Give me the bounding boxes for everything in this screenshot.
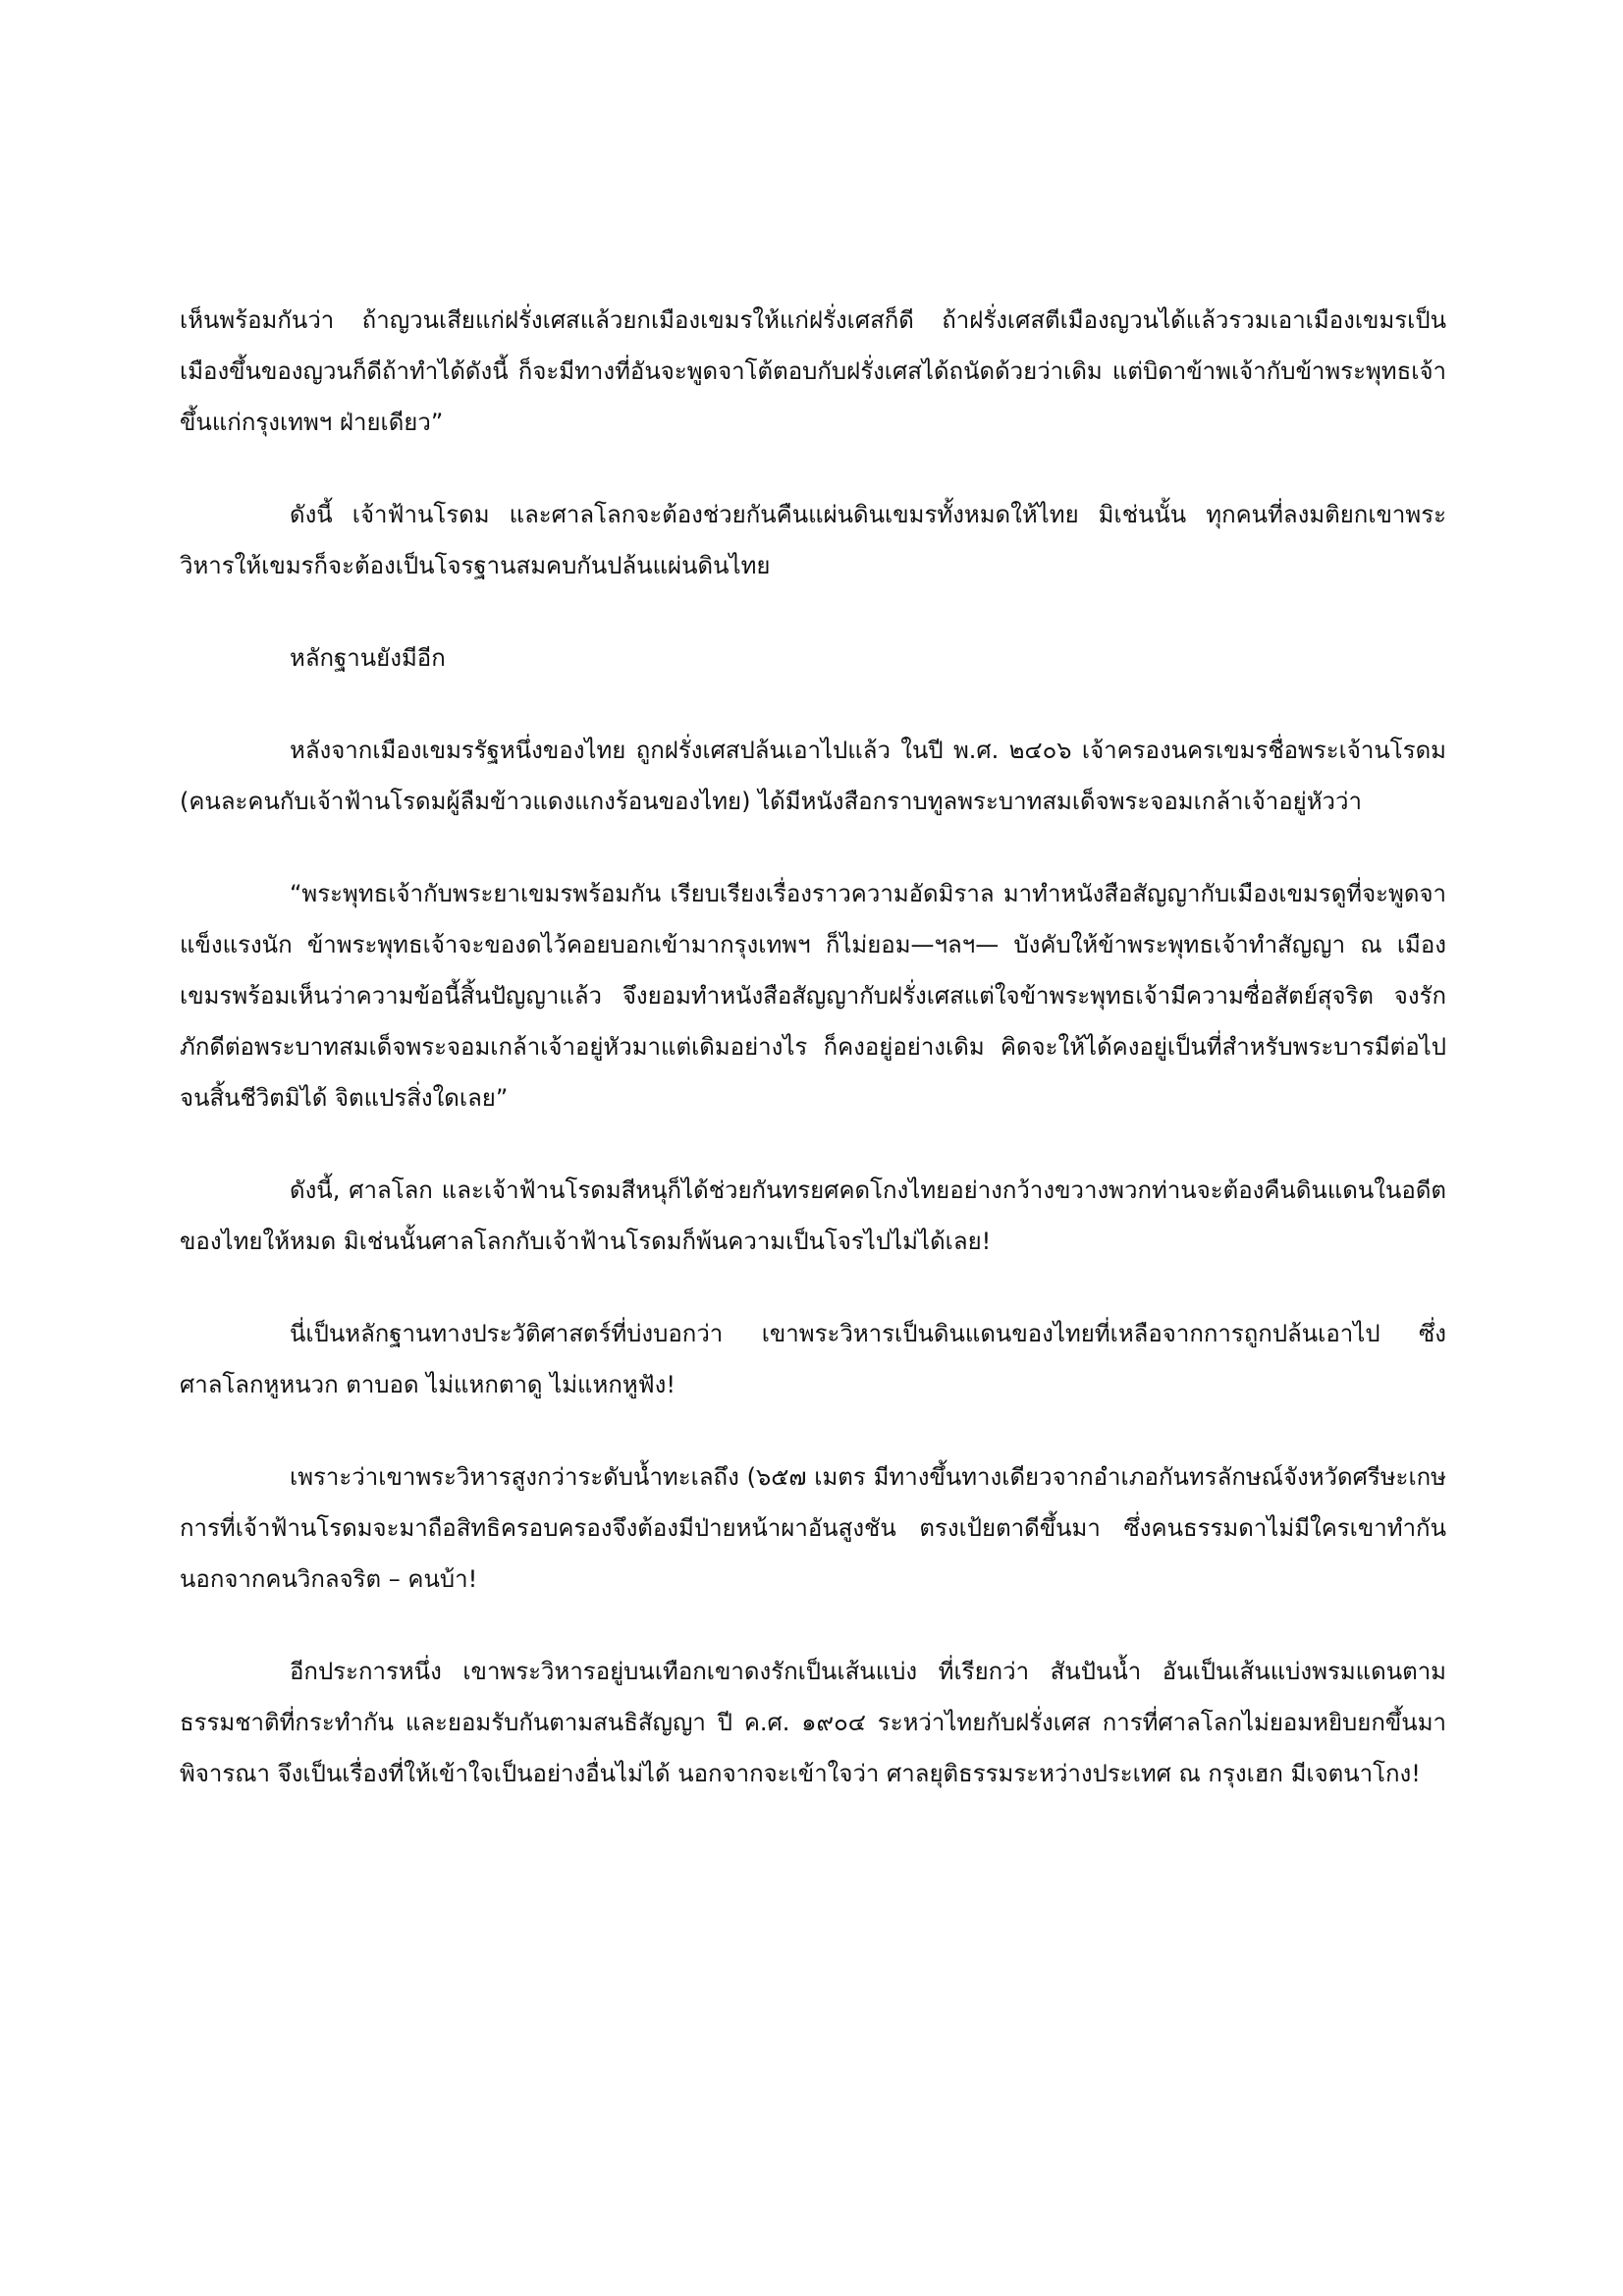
paragraph: ดังนี้, ศาลโลก และเจ้าฟ้านโรดมสีหนุก็ได้ช่วยกันทรยศคดโกงไทยอย่างกว้างขวางพวกท่านจะต้องคืนดินแดนในอดีตของไทยให้หมด มิเช่นนั้นศาลโลกกับเจ้าฟ้านโรดมก็พ้นความเป็นโจรไปไม่ได้เลย! — [180, 1176, 1446, 1255]
paragraph: เพราะว่าเขาพระวิหารสูงกว่าระดับน้ำทะเลถึง (๖๕๗ เมตร มีทางขึ้นทางเดียวจากอำเภอกันทรลักษณ์จังหวัดศรีษะเกษ การที่เจ้าฟ้านโรดมจะมาถือสิทธิครอบครองจึงต้องมีป่ายหน้าผาอันสูงชัน ตรงเป้ยตาดีขึ้นมา ซึ่งคนธรรมดาไม่มีใครเขาทำกัน นอกจากคนวิกลจริต – คนบ้า! — [180, 1463, 1446, 1593]
paragraph-continuation: เห็นพร้อมกันว่า ถ้าญวนเสียแก่ฝรั่งเศสแล้วยกเมืองเขมรให้แก่ฝรั่งเศสก็ดี ถ้าฝรั่งเศสตีเมืองญวนได้แล้วรวมเอาเมืองเขมรเป็นเมืองขึ้นของญวนก็ดีถ้าทำได้ดังนี้ ก็จะมีทางที่อันจะพูดจาโต้ตอบกับฝรั่งเศสได้ถนัดด้วยว่าเดิม แต่บิดาข้าพเจ้ากับข้าพระพุทธเจ้า ขึ้นแก่กรุงเทพฯ ฝ่ายเดียว” — [180, 306, 1446, 436]
paragraph: ดังนี้ เจ้าฟ้านโรดม และศาลโลกจะต้องช่วยกันคืนแผ่นดินเขมรทั้งหมดให้ไทย มิเช่นนั้น ทุกคนที่ลงมติยกเขาพระวิหารให้เขมรก็จะต้องเป็นโจรฐานสมคบกันปล้นแผ่นดินไทย — [180, 501, 1446, 579]
paragraph: หลังจากเมืองเขมรรัฐหนึ่งของไทย ถูกฝรั่งเศสปล้นเอาไปแล้ว ในปี พ.ศ. ๒๔๐๖ เจ้าครองนครเขมรชื่อพระเจ้านโรดม (คนละคนกับเจ้าฟ้านโรดมผู้ลืมข้าวแดงแกงร้อนของไทย) ได้มีหนังสือกราบทูลพระบาทสมเด็จพระจอมเกล้าเจ้าอยู่หัวว่า — [180, 737, 1446, 815]
document-body — [180, 295, 1446, 1840]
quoted-letter-paragraph: “พระพุทธเจ้ากับพระยาเขมรพร้อมกัน เรียบเรียงเรื่องราวความอัดมิราล มาทำหนังสือสัญญากับเมืองเขมรดูที่จะพูดจาแข็งแรงนัก ข้าพระพุทธเจ้าจะของดไว้คอยบอกเข้ามากรุงเทพฯ ก็ไม่ยอม—ฯลฯ— บังคับให้ข้าพระพุทธเจ้าทำสัญญา ณ เมืองเขมรพร้อมเห็นว่าความข้อนี้สิ้นปัญญาแล้ว จึงยอมทำหนังสือสัญญากับฝรั่งเศสแต่ใจข้าพระพุทธเจ้ามีความซื่อสัตย์สุจริต จงรักภักดีต่อพระบาทสมเด็จพระจอมเกล้าเจ้าอยู่หัวมาแต่เดิมอย่างไร ก็คงอยู่อย่างเดิม คิดจะให้ได้คงอยู่เป็นที่สำหรับพระบารมีต่อไปจนสิ้นชีวิตมิได้ จิตแปรสิ่งใดเลย” — [180, 880, 1446, 1112]
paragraph: หลักฐานยังมีอีก — [290, 644, 446, 672]
paragraph: อีกประการหนึ่ง เขาพระวิหารอยู่บนเทือกเขาดงรักเป็นเส้นแบ่ง ที่เรียกว่า สันปันน้ำ อันเป็นเส้นแบ่งพรมแดนตามธรรมชาติที่กระทำกัน และยอมรับกันตามสนธิสัญญา ปี ค.ศ. ๑๙๐๔ ระหว่าไทยกับฝรั่งเศส การที่ศาลโลกไม่ยอมหยิบยกขึ้นมาพิจารณา จึงเป็นเรื่องที่ให้เข้าใจเป็นอย่างอื่นไม่ได้ นอกจากจะเข้าใจว่า ศาลยุติธรรมระหว่างประเทศ ณ กรุงเฮก มีเจตนาโกง! — [180, 1658, 1446, 1787]
paragraph: นี่เป็นหลักฐานทางประวัติศาสตร์ที่บ่งบอกว่า เขาพระวิหารเป็นดินแดนของไทยที่เหลือจากการถูกปล้นเอาไป ซึ่งศาลโลกหูหนวก ตาบอด ไม่แหกตาดู ไม่แหกหูฟัง! — [180, 1320, 1446, 1398]
